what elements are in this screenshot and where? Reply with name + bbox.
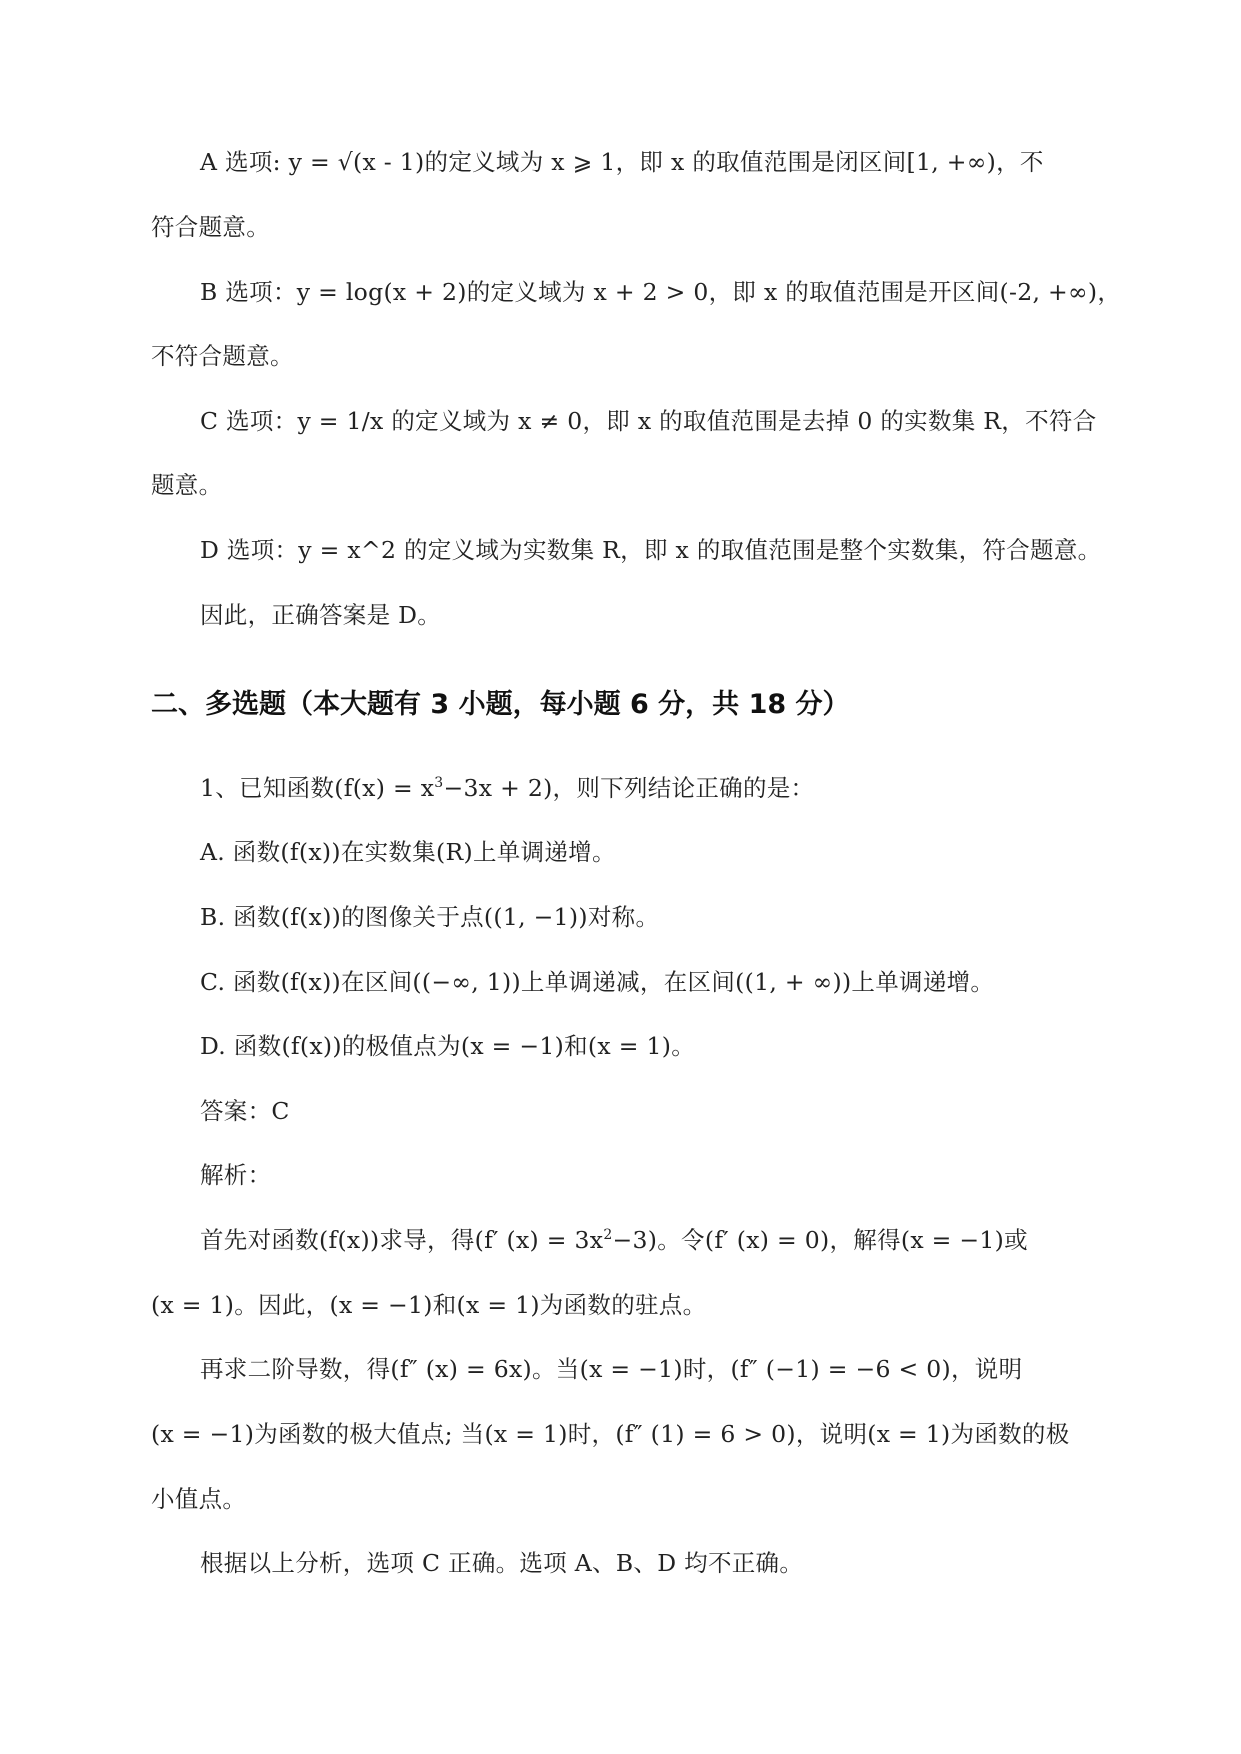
analysis-label: 解析： (200, 1161, 272, 1189)
option-b-analysis-line-2: 不符合题意。 (151, 342, 294, 370)
question-stem (200, 770, 814, 806)
option-c-analysis-line-2: 题意。 (151, 471, 223, 499)
option-a-analysis-line-2: 符合题意。 (151, 213, 270, 241)
analysis-paragraph-1-line-2: (x = 1)。因此，(x = −1)和(x = 1)为函数的驻点。 (151, 1291, 707, 1319)
derivative-exponent: 2 (603, 1227, 613, 1243)
conclusion-line: 因此，正确答案是 D。 (200, 601, 442, 629)
derivative-text-prefix: 首先对函数(f(x))求导，得(f′ (x) = 3x (200, 1226, 604, 1254)
option-b-analysis-line-1: B 选项：y = log(x + 2)的定义域为 x + 2 > 0，即 x 的取值范围是开区间(-2, +∞)， (200, 278, 1122, 306)
answer-line: 答案：C (200, 1097, 290, 1125)
option-d-analysis-line: D 选项：y = x^2 的定义域为实数集 R，即 x 的取值范围是整个实数集，符合题意。 (200, 536, 1102, 564)
question-stem-prefix: 1、已知函数(f(x) = x (200, 774, 435, 802)
option-b: B. 函数(f(x))的图像关于点((1, −1))对称。 (200, 903, 660, 931)
final-conclusion: 根据以上分析，选项 C 正确。选项 A、B、D 均不正确。 (200, 1549, 804, 1577)
analysis-paragraph-1-line-1 (200, 1222, 1028, 1258)
option-d: D. 函数(f(x))的极值点为(x = −1)和(x = 1)。 (200, 1032, 695, 1060)
option-c: C. 函数(f(x))在区间((−∞, 1))上单调递减，在区间((1, + ∞))上单调递增。 (200, 968, 995, 996)
question-stem-suffix: −3x + 2)，则下列结论正确的是： (443, 774, 815, 802)
option-c-analysis-line-1: C 选项：y = 1/x 的定义域为 x ≠ 0，即 x 的取值范围是去掉 0 的实数集 R，不符合 (200, 407, 1097, 435)
derivative-text-suffix: −3)。令(f′ (x) = 0)，解得(x = −1)或 (612, 1226, 1028, 1254)
analysis-paragraph-2-line-2: (x = −1)为函数的极大值点; 当(x = 1)时，(f″ (1) = 6 > 0)，说明(x = 1)为函数的极 (151, 1420, 1070, 1448)
option-a: A. 函数(f(x))在实数集(R)上单调递增。 (200, 838, 616, 866)
analysis-paragraph-2-line-3: 小值点。 (151, 1485, 247, 1513)
question-stem-exponent: 3 (434, 775, 444, 791)
analysis-paragraph-2-line-1: 再求二阶导数，得(f″ (x) = 6x)。当(x = −1)时，(f″ (−1) = −6 < 0)，说明 (200, 1355, 1023, 1383)
option-a-analysis-line-1: A 选项: y = √(x - 1)的定义域为 x ⩾ 1，即 x 的取值范围是闭区间[1, +∞)，不 (200, 148, 1044, 176)
section-heading: 二、多选题（本大题有 3 小题，每小题 6 分，共 18 分） (151, 689, 850, 720)
